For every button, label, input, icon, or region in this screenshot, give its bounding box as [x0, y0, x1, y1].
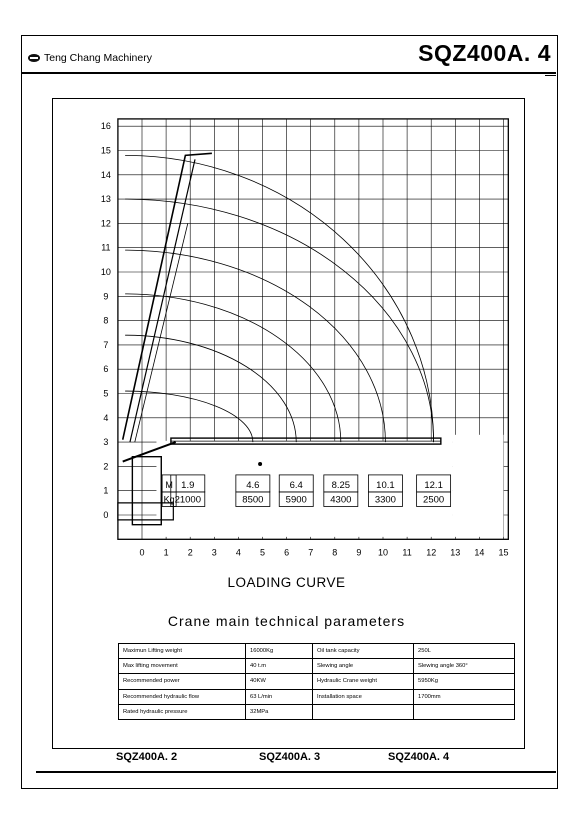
params-row [119, 704, 515, 719]
param-label: Maximun Lifting weight [119, 644, 246, 659]
param-label: Recommended hydraulic flow [119, 689, 246, 704]
param-label [313, 704, 414, 719]
x-tick-label: 15 [498, 547, 509, 558]
param-label: Oil tank capacity [313, 644, 414, 659]
y-tick-label: 8 [103, 315, 109, 326]
radius-unit-label: M [165, 479, 173, 490]
x-tick-label: 3 [211, 547, 217, 558]
hook-icon [258, 462, 262, 466]
x-tick-label: 2 [187, 547, 193, 558]
y-tick-label: 7 [103, 339, 109, 350]
param-value: 32MPa [246, 704, 313, 719]
brand-logo-icon [28, 54, 40, 62]
load-value: 2500 [423, 494, 445, 506]
y-tick-label: 3 [103, 437, 109, 448]
loading-arc [125, 250, 385, 442]
x-tick-label: 8 [332, 547, 338, 558]
x-tick-label: 1 [163, 547, 169, 558]
x-tick-label: 5 [259, 547, 266, 558]
radius-value: 1.9 [181, 479, 195, 491]
chart-title: LOADING CURVE [227, 575, 346, 590]
model-title: SQZ400A. 4 [418, 40, 551, 66]
y-tick-label: 5 [103, 388, 109, 399]
loading-arc [125, 391, 253, 442]
param-value: Slewing angle 360° [414, 659, 515, 674]
y-tick-label: 2 [103, 461, 109, 472]
param-value: 40KW [246, 674, 313, 689]
header-rule-secondary [545, 75, 556, 76]
y-tick-label: 11 [101, 242, 111, 253]
y-tick-label: 14 [100, 169, 111, 180]
params-row [119, 674, 515, 689]
radius-value: 4.6 [246, 479, 260, 491]
param-label: Hydraulic Crane weight [313, 674, 414, 689]
header-rule [21, 72, 556, 74]
y-tick-label: 16 [100, 121, 111, 132]
brand-name: Teng Chang Machinery [44, 52, 152, 64]
radius-value: 10.1 [376, 479, 395, 491]
footer-model-3: SQZ400A. 3 [259, 751, 321, 763]
param-label: Installation space [313, 689, 414, 704]
y-tick-label: 4 [103, 412, 109, 423]
y-tick-label: 6 [103, 364, 109, 375]
footer-model-4: SQZ400A. 4 [388, 751, 450, 763]
loading-arc [125, 294, 341, 442]
load-value: 5900 [285, 494, 307, 506]
y-tick-label: 12 [100, 218, 111, 229]
y-tick-label: 9 [103, 291, 109, 302]
brand [28, 52, 152, 64]
footer-rule [36, 771, 556, 773]
y-tick-label: 15 [100, 145, 111, 156]
params-title: Crane main technical parameters [167, 613, 406, 629]
params-row [119, 644, 515, 659]
param-value: 16000Kg [246, 644, 313, 659]
label-area [156, 441, 452, 537]
param-label: Max lifting movement [119, 659, 246, 674]
raised-boom-inner [130, 159, 195, 442]
load-unit-label: Kg [163, 494, 175, 505]
raised-boom-cylinder [135, 223, 188, 442]
load-value: 8500 [242, 494, 264, 506]
x-tick-label: 11 [402, 547, 412, 558]
load-value: 4300 [330, 494, 352, 506]
param-value: 63 L/min [246, 689, 313, 704]
x-tick-label: 13 [450, 547, 461, 558]
loading-arc [125, 155, 433, 442]
load-value: 3300 [374, 494, 396, 506]
param-label: Recommended power [119, 674, 246, 689]
loading-curve-chart [52, 98, 523, 568]
params-row [119, 689, 515, 704]
param-value: 5950Kg [414, 674, 515, 689]
x-tick-label: 7 [308, 547, 314, 558]
footer-model-2: SQZ400A. 2 [116, 751, 178, 763]
y-tick-label: 1 [103, 485, 109, 496]
y-tick-label: 10 [100, 267, 111, 277]
label-area-right [453, 435, 504, 537]
param-value [414, 704, 515, 719]
radius-value: 6.4 [289, 479, 303, 491]
x-tick-label: 4 [235, 547, 241, 558]
x-tick-label: 10 [377, 547, 389, 558]
y-tick-label: 13 [100, 194, 111, 205]
x-tick-label: 9 [356, 547, 362, 558]
x-tick-label: 0 [139, 547, 145, 558]
y-tick-label: 0 [103, 510, 109, 520]
x-tick-label: 6 [284, 547, 290, 558]
radius-value: 12.1 [424, 479, 443, 491]
params-table [118, 643, 515, 720]
x-tick-label: 14 [474, 547, 485, 558]
params-row [119, 659, 515, 674]
param-label: Slewing angle [313, 659, 414, 674]
x-tick-label: 12 [426, 547, 437, 558]
param-label: Rated hydraulic pressure [119, 704, 246, 719]
load-value: 21000 [174, 494, 202, 506]
radius-value: 8.25 [331, 479, 351, 491]
param-value: 250L [414, 644, 515, 659]
param-value: 1700mm [414, 689, 515, 704]
param-value: 40 t.m [246, 659, 313, 674]
